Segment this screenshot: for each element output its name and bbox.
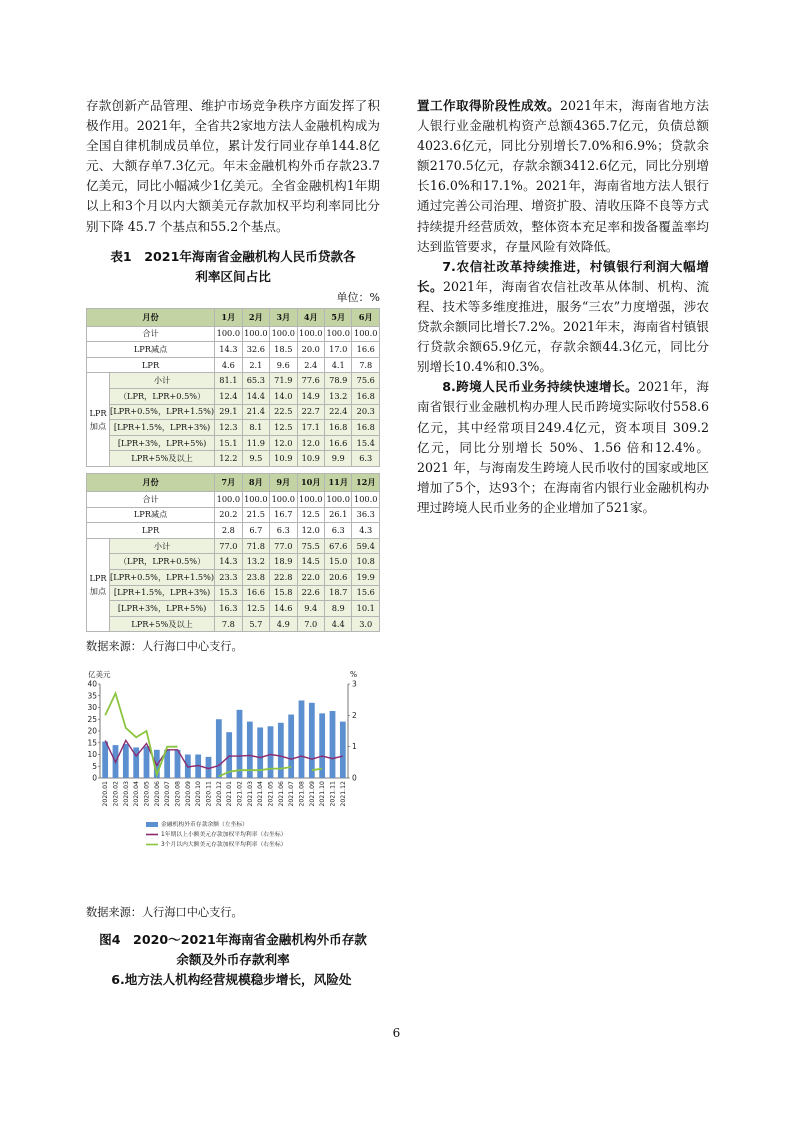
table-cell: 75.6	[352, 373, 380, 389]
table-cell: 22.0	[297, 569, 324, 585]
table-cell: 77.0	[215, 538, 242, 554]
category-label: 2021.08	[298, 781, 306, 807]
table-cell: 16.8	[352, 420, 380, 436]
row-label: 小计	[110, 538, 215, 554]
table-cell: 10.1	[352, 601, 380, 617]
table-cell: 20.3	[352, 404, 380, 420]
table1-first-half	[86, 308, 380, 467]
category-label: 2021.04	[257, 781, 265, 807]
table-cell: 19.9	[352, 569, 380, 585]
figure4-caption-line2: 余额及外币存款利率	[176, 952, 290, 968]
table-cell: 100.0	[352, 326, 380, 342]
month-column-header: 12月	[352, 474, 380, 492]
category-label: 2021.12	[339, 781, 347, 807]
table-row	[87, 357, 380, 373]
table-row	[87, 326, 380, 342]
table-cell: 100.0	[297, 326, 324, 342]
table1-caption-line1: 表1 2021年海南省金融机构人民币贷款各	[110, 248, 356, 264]
table-row	[87, 601, 380, 617]
table-row	[87, 389, 380, 405]
table-cell: 71.9	[270, 373, 297, 389]
rate-1yr-line	[105, 741, 343, 769]
category-label: 2020.05	[143, 781, 151, 807]
row-label: [LPR+0.5%，LPR+1.5%)	[110, 569, 215, 585]
table-cell: 22.5	[270, 404, 297, 420]
table-row	[87, 373, 380, 389]
left-tick-label: 40	[87, 679, 97, 689]
figure4-svg	[86, 670, 380, 870]
table-cell: 16.3	[215, 601, 242, 617]
category-label: 2020.06	[153, 781, 161, 807]
table-cell: 15.8	[270, 585, 297, 601]
table-row	[87, 420, 380, 436]
month-column-header: 10月	[297, 474, 324, 492]
table-row	[87, 404, 380, 420]
table-cell: 20.0	[297, 342, 324, 358]
deposit-bar	[330, 711, 336, 778]
table-row	[87, 616, 380, 632]
section7-body	[417, 257, 709, 378]
table-cell: 3.0	[352, 616, 380, 632]
table-cell: 14.5	[297, 554, 324, 570]
table-cell: 15.0	[325, 554, 352, 570]
section6-body	[417, 96, 709, 257]
table-cell: 20.2	[215, 507, 242, 523]
deposit-bar	[268, 727, 274, 779]
table-cell: 7.0	[297, 616, 324, 632]
legend-label: 1年期以上小额美元存款加权平均利率（右坐标）	[161, 832, 287, 839]
table-cell: 12.3	[215, 420, 242, 436]
table-cell: 100.0	[242, 492, 269, 508]
left-tick-label: 30	[87, 703, 97, 713]
category-label: 2020.08	[174, 781, 182, 807]
table-cell: 100.0	[242, 326, 269, 342]
table-cell: 81.1	[215, 373, 242, 389]
section8-title: 8.跨境人民币业务持续快速增长。	[442, 379, 638, 395]
table-cell: 100.0	[352, 492, 380, 508]
table1-source: 数据来源：人行海口中心支行。	[86, 640, 243, 654]
section7-text: 2021年，海南省农信社改革从体制、机构、流程、技术等多维度推进，服务“三农”力度增强，涉农贷款余额同比增长7.2%。2021年末，海南省村镇银行贷款余额65.9亿元，存款余额44.3亿元，同比分别增长10.4%和0.3%。	[417, 278, 709, 375]
table-cell: 2.8	[215, 523, 242, 539]
month-column-header: 11月	[325, 474, 352, 492]
left-tick-label: 35	[87, 691, 97, 701]
table-cell: 6.3	[270, 523, 297, 539]
category-label: 2020.04	[133, 781, 141, 807]
section6-title: 6.地方法人机构经营规模稳步增长，风险处	[111, 972, 352, 988]
table-cell: 71.8	[242, 538, 269, 554]
table-cell: 9.5	[242, 451, 269, 467]
table-cell: 4.9	[270, 616, 297, 632]
left-axis-unit: 亿美元	[88, 670, 111, 680]
category-label: 2020.01	[102, 781, 110, 807]
table-row	[87, 523, 380, 539]
month-column-header: 4月	[297, 308, 324, 326]
table-cell: 7.8	[352, 357, 380, 373]
table-cell: 13.2	[325, 389, 352, 405]
left-column	[86, 96, 380, 990]
table-cell: 16.8	[352, 389, 380, 405]
deposit-bar	[237, 710, 243, 778]
deposit-bar	[144, 747, 150, 779]
category-label: 2020.12	[215, 781, 223, 807]
table-cell: 21.5	[242, 507, 269, 523]
table-cell: 14.6	[270, 601, 297, 617]
figure4-chart	[86, 670, 380, 870]
table-cell: 14.4	[242, 389, 269, 405]
table-cell: 100.0	[325, 326, 352, 342]
section8-body	[417, 377, 709, 518]
lpr-group-label: LPR加点	[87, 373, 110, 467]
table-cell: 12.2	[215, 451, 242, 467]
deposit-bar	[309, 703, 315, 778]
category-label: 2021.06	[277, 781, 285, 807]
table-cell: 15.1	[215, 435, 242, 451]
table-cell: 9.4	[297, 601, 324, 617]
table-cell: 14.3	[215, 554, 242, 570]
table-cell: 77.6	[297, 373, 324, 389]
figure4-caption	[86, 930, 380, 970]
deposit-bar	[102, 742, 108, 778]
table-cell: 23.8	[242, 569, 269, 585]
section8-text: 2021年，海南省银行业金融机构办理人民币跨境实际收付558.6亿元，其中经常项目249.4亿元，资本项目 309.2 亿元，同比分别增长 50%、1.56 倍和12.4%。2021 年，与海南发生跨境人民币收付的国家或地区增加了5个，达93个；在海南省内银行业金融机构办理过跨境人民币业务的企业增加了521家。	[417, 379, 709, 515]
table-cell: 2.1	[242, 357, 269, 373]
category-label: 2021.03	[246, 781, 254, 807]
month-column-header: 1月	[215, 308, 242, 326]
month-column-header: 6月	[352, 308, 380, 326]
table-cell: 36.3	[352, 507, 380, 523]
category-label: 2020.03	[122, 781, 130, 807]
legend-label: 金融机构外币存款余额（左坐标）	[161, 822, 248, 829]
left-tick-label: 0	[92, 773, 97, 783]
table-cell: 8.1	[242, 420, 269, 436]
table-cell: 16.7	[270, 507, 297, 523]
row-label: [LPR+3%，LPR+5%)	[110, 435, 215, 451]
table-cell: 12.5	[270, 420, 297, 436]
category-label: 2020.07	[164, 781, 172, 807]
table-cell: 13.2	[242, 554, 269, 570]
table-cell: 10.9	[270, 451, 297, 467]
row-label: [LPR+1.5%，LPR+3%)	[110, 585, 215, 601]
month-column-header: 9月	[270, 474, 297, 492]
table-cell: 14.0	[270, 389, 297, 405]
table-row	[87, 554, 380, 570]
table-cell: 29.1	[215, 404, 242, 420]
month-column-header: 2月	[242, 308, 269, 326]
right-tick-label: 1	[352, 742, 357, 752]
table-cell: 4.6	[215, 357, 242, 373]
table-cell: 16.6	[325, 435, 352, 451]
table-cell: 59.4	[352, 538, 380, 554]
category-label: 2021.05	[267, 781, 275, 807]
table-cell: 14.3	[215, 342, 242, 358]
table-row	[87, 538, 380, 554]
legend-swatch-bar	[146, 822, 158, 827]
month-column-header: 7月	[215, 474, 242, 492]
table1-unit: 单位：%	[336, 290, 380, 304]
table-cell: 9.9	[325, 451, 352, 467]
table-cell: 6.3	[352, 451, 380, 467]
table-cell: 12.5	[242, 601, 269, 617]
table-cell: 22.8	[270, 569, 297, 585]
left-tick-label: 10	[87, 750, 97, 760]
row-label: [LPR+1.5%，LPR+3%)	[110, 420, 215, 436]
table-cell: 9.6	[270, 357, 297, 373]
category-label: 2021.07	[288, 781, 296, 807]
row-label: 小计	[110, 373, 215, 389]
table-cell: 4.3	[352, 523, 380, 539]
category-label: 2020.09	[184, 781, 192, 807]
table-cell: 77.0	[270, 538, 297, 554]
table-cell: 15.4	[352, 435, 380, 451]
category-label: 2020.11	[205, 781, 213, 807]
table-cell: 67.6	[325, 538, 352, 554]
table-cell: 11.9	[242, 435, 269, 451]
section6-title-cont: 置工作取得阶段性成效。	[417, 98, 560, 113]
deposit-bar	[340, 722, 346, 778]
table-cell: 17.1	[297, 420, 324, 436]
table-cell: 15.6	[352, 585, 380, 601]
left-tick-label: 15	[87, 738, 97, 748]
table-cell: 21.4	[242, 404, 269, 420]
left-paragraph: 存款创新产品管理、维护市场竞争秩序方面发挥了积极作用。2021年，全省共2家地方法人金融机构成为全国自律机制成员单位，累计发行同业存单144.8亿元、大额存单7.3亿元。年末金融机构外币存款23.7亿美元，同比小幅减少1亿美元。全省金融机构1年期以上和3个月以内大额美元存款加权平均利率同比分别下降 45.7 个基点和55.2个基点。	[86, 98, 380, 234]
section6-text: 2021年末，海南省地方法人银行业金融机构资产总额4365.7亿元，负债总额4023.6亿元，同比分别增长7.0%和6.9%；贷款余额2170.5亿元，存款余额3412.6亿元，同比分别增长16.0%和17.1%。2021年，海南省地方法人银行通过完善公司治理、增资扩股、清收压降不良等方式持续提升经营质效，整体资本充足率和拨备覆盖率均达到监管要求，存量风险有效降低。	[417, 98, 709, 254]
category-label: 2021.02	[236, 781, 244, 807]
table-cell: 16.6	[352, 342, 380, 358]
category-label: 2021.01	[226, 781, 234, 807]
table-cell: 75.5	[297, 538, 324, 554]
table-cell: 10.8	[352, 554, 380, 570]
table-cell: 32.6	[242, 342, 269, 358]
row-label: （LPR，LPR+0.5%）	[110, 389, 215, 405]
table-cell: 6.7	[242, 523, 269, 539]
row-label: LPR+5%及以上	[110, 451, 215, 467]
table-cell: 100.0	[215, 492, 242, 508]
category-label: 2020.02	[112, 781, 120, 807]
table-cell: 16.6	[242, 585, 269, 601]
table-cell: 10.9	[297, 451, 324, 467]
row-label: （LPR，LPR+0.5%）	[110, 554, 215, 570]
page-number: 6	[392, 1026, 401, 1040]
table-cell: 4.1	[325, 357, 352, 373]
table1-caption-line2: 利率区间占比	[195, 268, 271, 284]
section7-title: 7.农信社改革持续推进，村镇银行利润大幅增长。	[417, 258, 709, 294]
right-tick-label: 0	[352, 773, 357, 783]
legend-label: 3个月以内大额美元存款加权平均利率（右坐标）	[161, 842, 287, 849]
row-label: LPR	[87, 523, 215, 539]
table-cell: 78.9	[325, 373, 352, 389]
row-label: LPR+5%及以上	[110, 616, 215, 632]
table-cell: 18.5	[270, 342, 297, 358]
table-cell: 12.0	[297, 523, 324, 539]
table-row	[87, 342, 380, 358]
right-tick-label: 3	[352, 679, 357, 689]
left-tick-label: 25	[87, 715, 97, 725]
month-column-header: 3月	[270, 308, 297, 326]
month-header: 月份	[87, 474, 215, 492]
table-row	[87, 569, 380, 585]
left-tick-label: 20	[87, 726, 97, 736]
table-cell: 23.3	[215, 569, 242, 585]
table-cell: 65.3	[242, 373, 269, 389]
table-cell: 7.8	[215, 616, 242, 632]
table-cell: 12.0	[270, 435, 297, 451]
table-cell: 22.7	[297, 404, 324, 420]
table-row	[87, 451, 380, 467]
table-header-row	[87, 474, 380, 492]
table-cell: 12.5	[297, 507, 324, 523]
table-cell: 18.9	[270, 554, 297, 570]
table-cell: 17.0	[325, 342, 352, 358]
table-cell: 100.0	[215, 326, 242, 342]
table-row	[87, 585, 380, 601]
table-cell: 100.0	[325, 492, 352, 508]
row-label: 合计	[87, 326, 215, 342]
table1-caption	[86, 247, 380, 287]
lpr-group-label: LPR加点	[87, 538, 110, 632]
right-column	[417, 96, 709, 518]
table-row	[87, 507, 380, 523]
table-cell: 4.4	[325, 616, 352, 632]
month-header: 月份	[87, 308, 215, 326]
figure4-caption-line1: 图4 2020～2021年海南省金融机构外币存款	[99, 932, 367, 948]
deposit-bar	[278, 723, 284, 778]
table-cell: 2.4	[297, 357, 324, 373]
table-cell: 5.7	[242, 616, 269, 632]
table-cell: 15.3	[215, 585, 242, 601]
table-cell: 12.0	[297, 435, 324, 451]
category-label: 2021.09	[308, 781, 316, 807]
category-label: 2021.11	[329, 781, 337, 807]
category-label: 2020.10	[195, 781, 203, 807]
row-label: [LPR+0.5%，LPR+1.5%)	[110, 404, 215, 420]
table1-second-half	[86, 473, 380, 632]
deposit-bar	[288, 715, 294, 778]
table-cell: 100.0	[270, 326, 297, 342]
row-label: 合计	[87, 492, 215, 508]
table-cell: 100.0	[270, 492, 297, 508]
deposit-bar	[299, 701, 305, 779]
table-cell: 14.9	[297, 389, 324, 405]
table-row	[87, 492, 380, 508]
row-label: [LPR+3%，LPR+5%)	[110, 601, 215, 617]
month-column-header: 5月	[325, 308, 352, 326]
table-cell: 6.3	[325, 523, 352, 539]
left-tick-label: 5	[92, 762, 97, 772]
table-cell: 16.8	[325, 420, 352, 436]
row-label: LPR	[87, 357, 215, 373]
category-label: 2021.10	[319, 781, 327, 807]
row-label: LPR减点	[87, 342, 215, 358]
deposit-bar	[216, 720, 222, 779]
right-axis-unit: %	[350, 670, 358, 680]
table-cell: 12.4	[215, 389, 242, 405]
table-cell: 20.6	[325, 569, 352, 585]
table-cell: 8.9	[325, 601, 352, 617]
row-label: LPR减点	[87, 507, 215, 523]
table-cell: 26.1	[325, 507, 352, 523]
deposit-bar	[123, 744, 129, 778]
table-row	[87, 435, 380, 451]
table-cell: 22.6	[297, 585, 324, 601]
table-cell: 22.4	[325, 404, 352, 420]
table-cell: 100.0	[297, 492, 324, 508]
table-header-row	[87, 308, 380, 326]
figure4-source: 数据来源：人行海口中心支行。	[86, 906, 243, 920]
month-column-header: 8月	[242, 474, 269, 492]
table-cell: 18.7	[325, 585, 352, 601]
right-tick-label: 2	[352, 711, 357, 721]
